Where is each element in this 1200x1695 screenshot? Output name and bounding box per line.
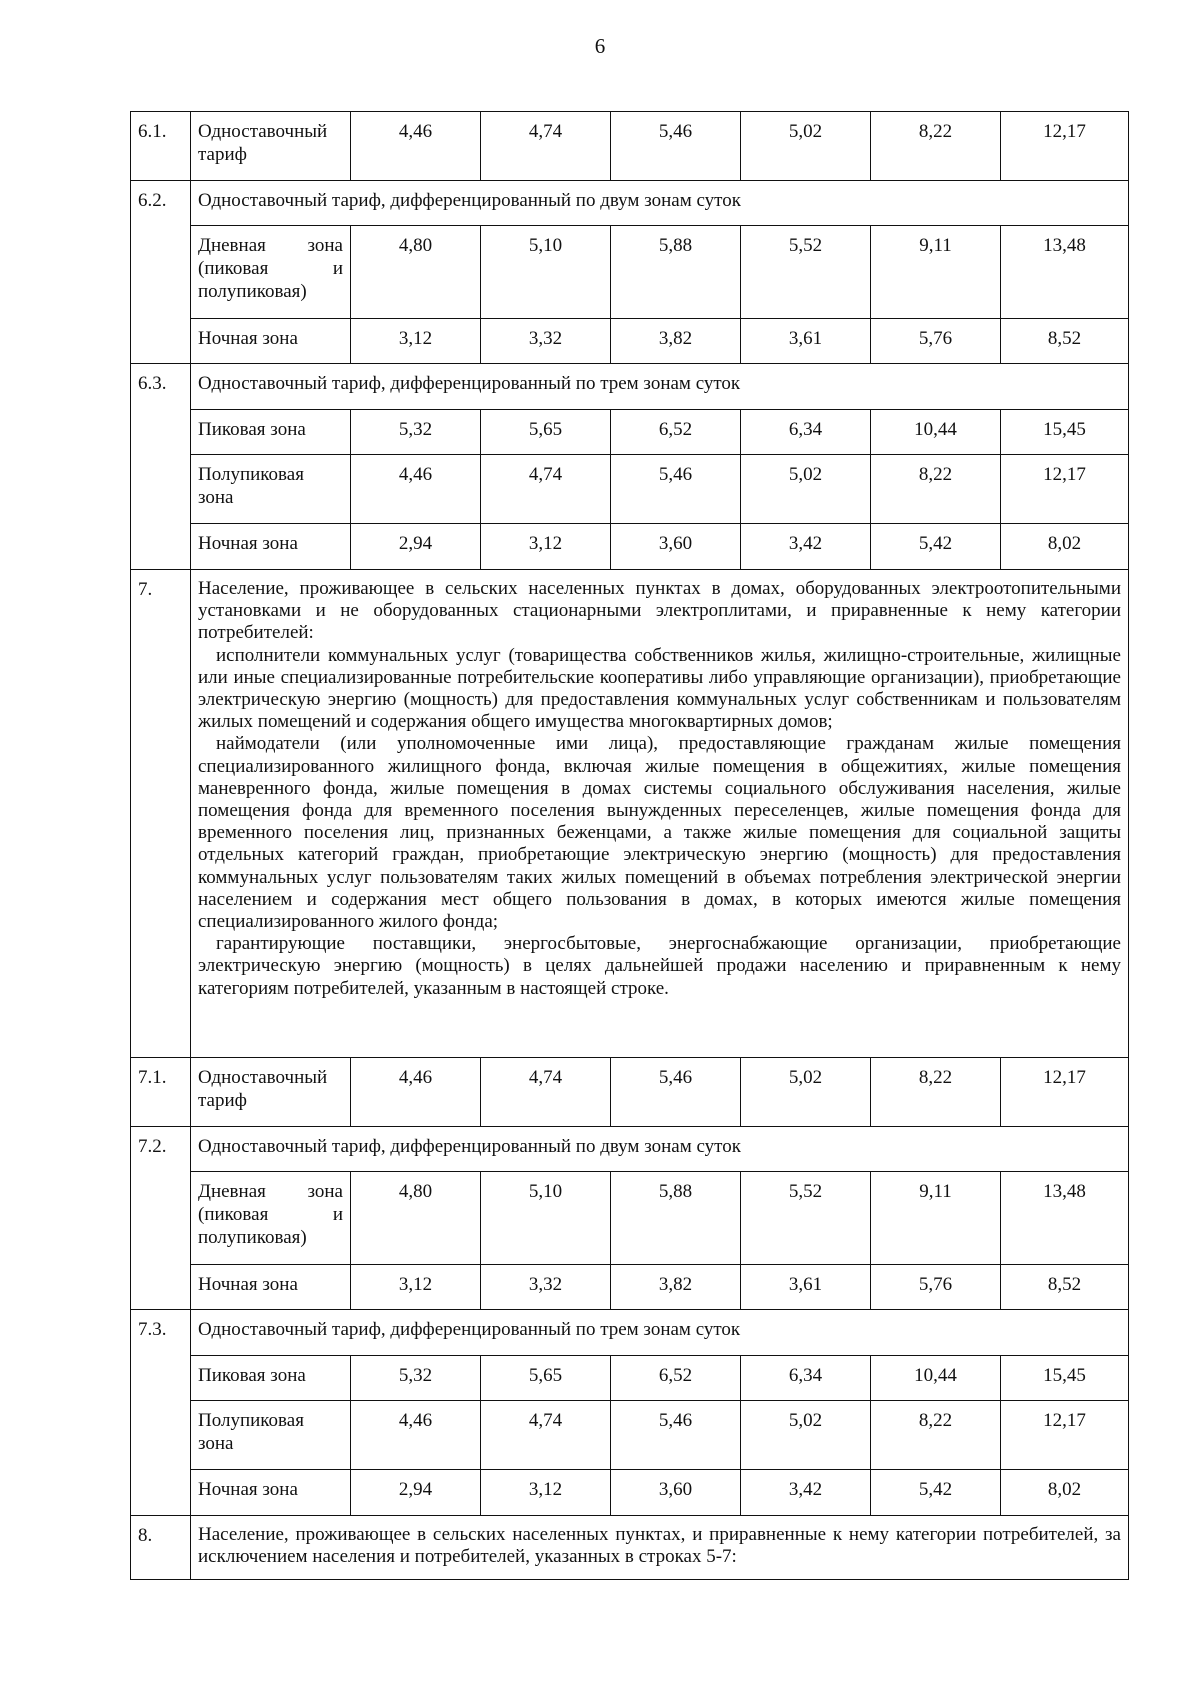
- tariff-value: 5,32: [351, 1356, 481, 1401]
- tariff-value: 3,42: [741, 524, 871, 570]
- table-row: [131, 1516, 1129, 1580]
- tariff-value: 3,42: [741, 1470, 871, 1516]
- section-title: Одноставочный тариф, дифференцированный по двум зонам суток: [191, 181, 1129, 226]
- tariff-value: 5,02: [741, 112, 871, 181]
- tariff-value: 4,46: [351, 1401, 481, 1470]
- tariff-value: 4,74: [481, 112, 611, 181]
- tariff-label: Полупиковая зона: [191, 455, 351, 524]
- paragraph: наймодатели (или уполномоченные ими лица), предоставляющие гражданам жилые помещения специализированного жилищного фонда, включая жилые помещения в общежитиях, жилые помещения маневренного фонда, жилые помещения в домах системы социального обслуживания населения, жилые помещения фонда для временного поселения вынужденных переселенцев, жилые помещения фонда для временного поселения лиц, признанных беженцами, а также жилые помещения для социальной защиты отдельных категорий граждан, приобретающие электрическую энергию (мощность) для предоставления коммунальных услуг пользователям таких жилых помещений в объемах потребления электрической энергии населением и содержания мест общего пользования в домах, в которых имеются жилые помещения специализированного жилого фонда;: [198, 733, 1121, 933]
- tariff-value: 8,22: [871, 112, 1001, 181]
- tariff-value: 5,65: [481, 410, 611, 455]
- page-number: 6: [594, 34, 606, 58]
- paragraph: Население, проживающее в сельских населенных пунктах, и приравненные к нему категории потребителей, за исключением населения и потребителей, указанных в строках 5-7:: [198, 1524, 1121, 1568]
- table-row: [131, 1265, 1129, 1310]
- tariff-label: Ночная зона: [191, 1265, 351, 1310]
- table-row: [131, 1310, 1129, 1356]
- tariff-value: 8,02: [1001, 1470, 1129, 1516]
- tariff-value: 5,32: [351, 410, 481, 455]
- tariff-value: 12,17: [1001, 455, 1129, 524]
- table-row: [131, 1127, 1129, 1172]
- tariff-value: 12,17: [1001, 1401, 1129, 1470]
- tariff-label: Пиковая зона: [191, 410, 351, 455]
- tariff-value: 3,61: [741, 1265, 871, 1310]
- section-title: Одноставочный тариф, дифференцированный по трем зонам суток: [191, 364, 1129, 410]
- row-number: 7.3.: [131, 1310, 191, 1516]
- tariff-value: 5,10: [481, 226, 611, 319]
- tariff-value: 3,60: [611, 524, 741, 570]
- row-number: 6.2.: [131, 181, 191, 364]
- tariff-value: 9,11: [871, 1172, 1001, 1265]
- tariff-value: 12,17: [1001, 112, 1129, 181]
- tariff-label: Одноставочный тариф: [191, 112, 351, 181]
- tariff-value: 12,17: [1001, 1058, 1129, 1127]
- tariff-value: 3,32: [481, 319, 611, 364]
- paragraph: гарантирующие поставщики, энергосбытовые, энергоснабжающие организации, приобретающие электрическую энергию (мощность) в целях дальнейшей продажи населению и приравненным к нему категориям потребителей, указанным в настоящей строке.: [198, 933, 1121, 999]
- table-row: [131, 226, 1129, 319]
- tariff-value: 8,02: [1001, 524, 1129, 570]
- table-row: [131, 1356, 1129, 1401]
- table-row: [131, 570, 1129, 1058]
- tariff-value: 6,34: [741, 410, 871, 455]
- tariff-value: 3,82: [611, 1265, 741, 1310]
- tariff-label: Ночная зона: [191, 1470, 351, 1516]
- tariff-value: 10,44: [871, 1356, 1001, 1401]
- row-number: 7.2.: [131, 1127, 191, 1310]
- tariff-value: 3,82: [611, 319, 741, 364]
- tariff-value: 4,46: [351, 455, 481, 524]
- tariff-value: 5,02: [741, 1058, 871, 1127]
- tariff-value: 4,74: [481, 1058, 611, 1127]
- tariff-value: 6,34: [741, 1356, 871, 1401]
- tariff-value: 15,45: [1001, 410, 1129, 455]
- tariff-label: Ночная зона: [191, 524, 351, 570]
- table-row: [131, 1058, 1129, 1127]
- tariff-value: 13,48: [1001, 226, 1129, 319]
- tariff-value: 4,80: [351, 226, 481, 319]
- tariff-value: 5,76: [871, 319, 1001, 364]
- section-title: Одноставочный тариф, дифференцированный по трем зонам суток: [191, 1310, 1129, 1356]
- tariff-value: 5,88: [611, 1172, 741, 1265]
- tariff-value: 5,02: [741, 1401, 871, 1470]
- tariff-value: 3,12: [351, 319, 481, 364]
- tariff-value: 5,46: [611, 1058, 741, 1127]
- tariff-value: 2,94: [351, 524, 481, 570]
- tariff-label: Полупиковая зона: [191, 1401, 351, 1470]
- tariff-value: 5,42: [871, 1470, 1001, 1516]
- tariff-value: 5,88: [611, 226, 741, 319]
- table-row: [131, 524, 1129, 570]
- category-description: [191, 570, 1129, 1058]
- paragraph: Население, проживающее в сельских населенных пунктах в домах, оборудованных электроотопительными установками и не оборудованных стационарными электроплитами, и приравненные к нему категории потребителей:: [198, 578, 1121, 644]
- tariff-value: 5,52: [741, 226, 871, 319]
- tariff-value: 5,46: [611, 455, 741, 524]
- tariff-value: 4,80: [351, 1172, 481, 1265]
- tariff-value: 5,42: [871, 524, 1001, 570]
- tariff-label: Дневная зона (пиковая и полупиковая): [191, 1172, 351, 1265]
- tariff-value: 3,32: [481, 1265, 611, 1310]
- paragraph: исполнители коммунальных услуг (товарищества собственников жилья, жилищно-строительные, жилищные или иные специализированные потребительские кооперативы либо управляющие организации), приобретающие электрическую энергию (мощность) для предоставления коммунальных услуг собственникам и пользователям жилых помещений и содержания общего имущества многоквартирных домов;: [198, 644, 1121, 733]
- tariff-value: 4,74: [481, 455, 611, 524]
- tariff-value: 10,44: [871, 410, 1001, 455]
- tariff-label: Одноставочный тариф: [191, 1058, 351, 1127]
- tariff-value: 3,60: [611, 1470, 741, 1516]
- tariff-value: 5,02: [741, 455, 871, 524]
- tariff-label: Ночная зона: [191, 319, 351, 364]
- tariff-value: 5,65: [481, 1356, 611, 1401]
- tariff-value: 5,52: [741, 1172, 871, 1265]
- tariff-value: 8,52: [1001, 1265, 1129, 1310]
- table-row: [131, 181, 1129, 226]
- tariff-value: 3,12: [481, 524, 611, 570]
- tariff-value: 8,22: [871, 455, 1001, 524]
- table-row: [131, 1470, 1129, 1516]
- tariff-value: 5,10: [481, 1172, 611, 1265]
- table-row: [131, 1172, 1129, 1265]
- tariff-value: 8,22: [871, 1401, 1001, 1470]
- tariff-label: Дневная зона (пиковая и полупиковая): [191, 226, 351, 319]
- row-number: 6.3.: [131, 364, 191, 570]
- table-row: [131, 319, 1129, 364]
- tariff-value: 5,76: [871, 1265, 1001, 1310]
- tariff-value: 13,48: [1001, 1172, 1129, 1265]
- tariff-value: 3,12: [351, 1265, 481, 1310]
- table-row: [131, 364, 1129, 410]
- tariff-value: 4,46: [351, 112, 481, 181]
- tariff-value: 15,45: [1001, 1356, 1129, 1401]
- row-number: 6.1.: [131, 112, 191, 181]
- table-row: [131, 1401, 1129, 1470]
- category-description: [191, 1516, 1129, 1580]
- tariff-value: 8,22: [871, 1058, 1001, 1127]
- tariff-label: Пиковая зона: [191, 1356, 351, 1401]
- tariff-value: 2,94: [351, 1470, 481, 1516]
- tariff-table: [130, 111, 1129, 1580]
- tariff-value: 6,52: [611, 1356, 741, 1401]
- table-row: [131, 112, 1129, 181]
- row-number: 7.1.: [131, 1058, 191, 1127]
- table-row: [131, 410, 1129, 455]
- tariff-value: 3,61: [741, 319, 871, 364]
- tariff-value: 9,11: [871, 226, 1001, 319]
- tariff-value: 8,52: [1001, 319, 1129, 364]
- row-number: 7.: [131, 570, 191, 1058]
- tariff-value: 4,46: [351, 1058, 481, 1127]
- tariff-value: 6,52: [611, 410, 741, 455]
- tariff-value: 5,46: [611, 1401, 741, 1470]
- section-title: Одноставочный тариф, дифференцированный по двум зонам суток: [191, 1127, 1129, 1172]
- tariff-value: 5,46: [611, 112, 741, 181]
- table-row: [131, 455, 1129, 524]
- tariff-value: 3,12: [481, 1470, 611, 1516]
- row-number: 8.: [131, 1516, 191, 1580]
- tariff-value: 4,74: [481, 1401, 611, 1470]
